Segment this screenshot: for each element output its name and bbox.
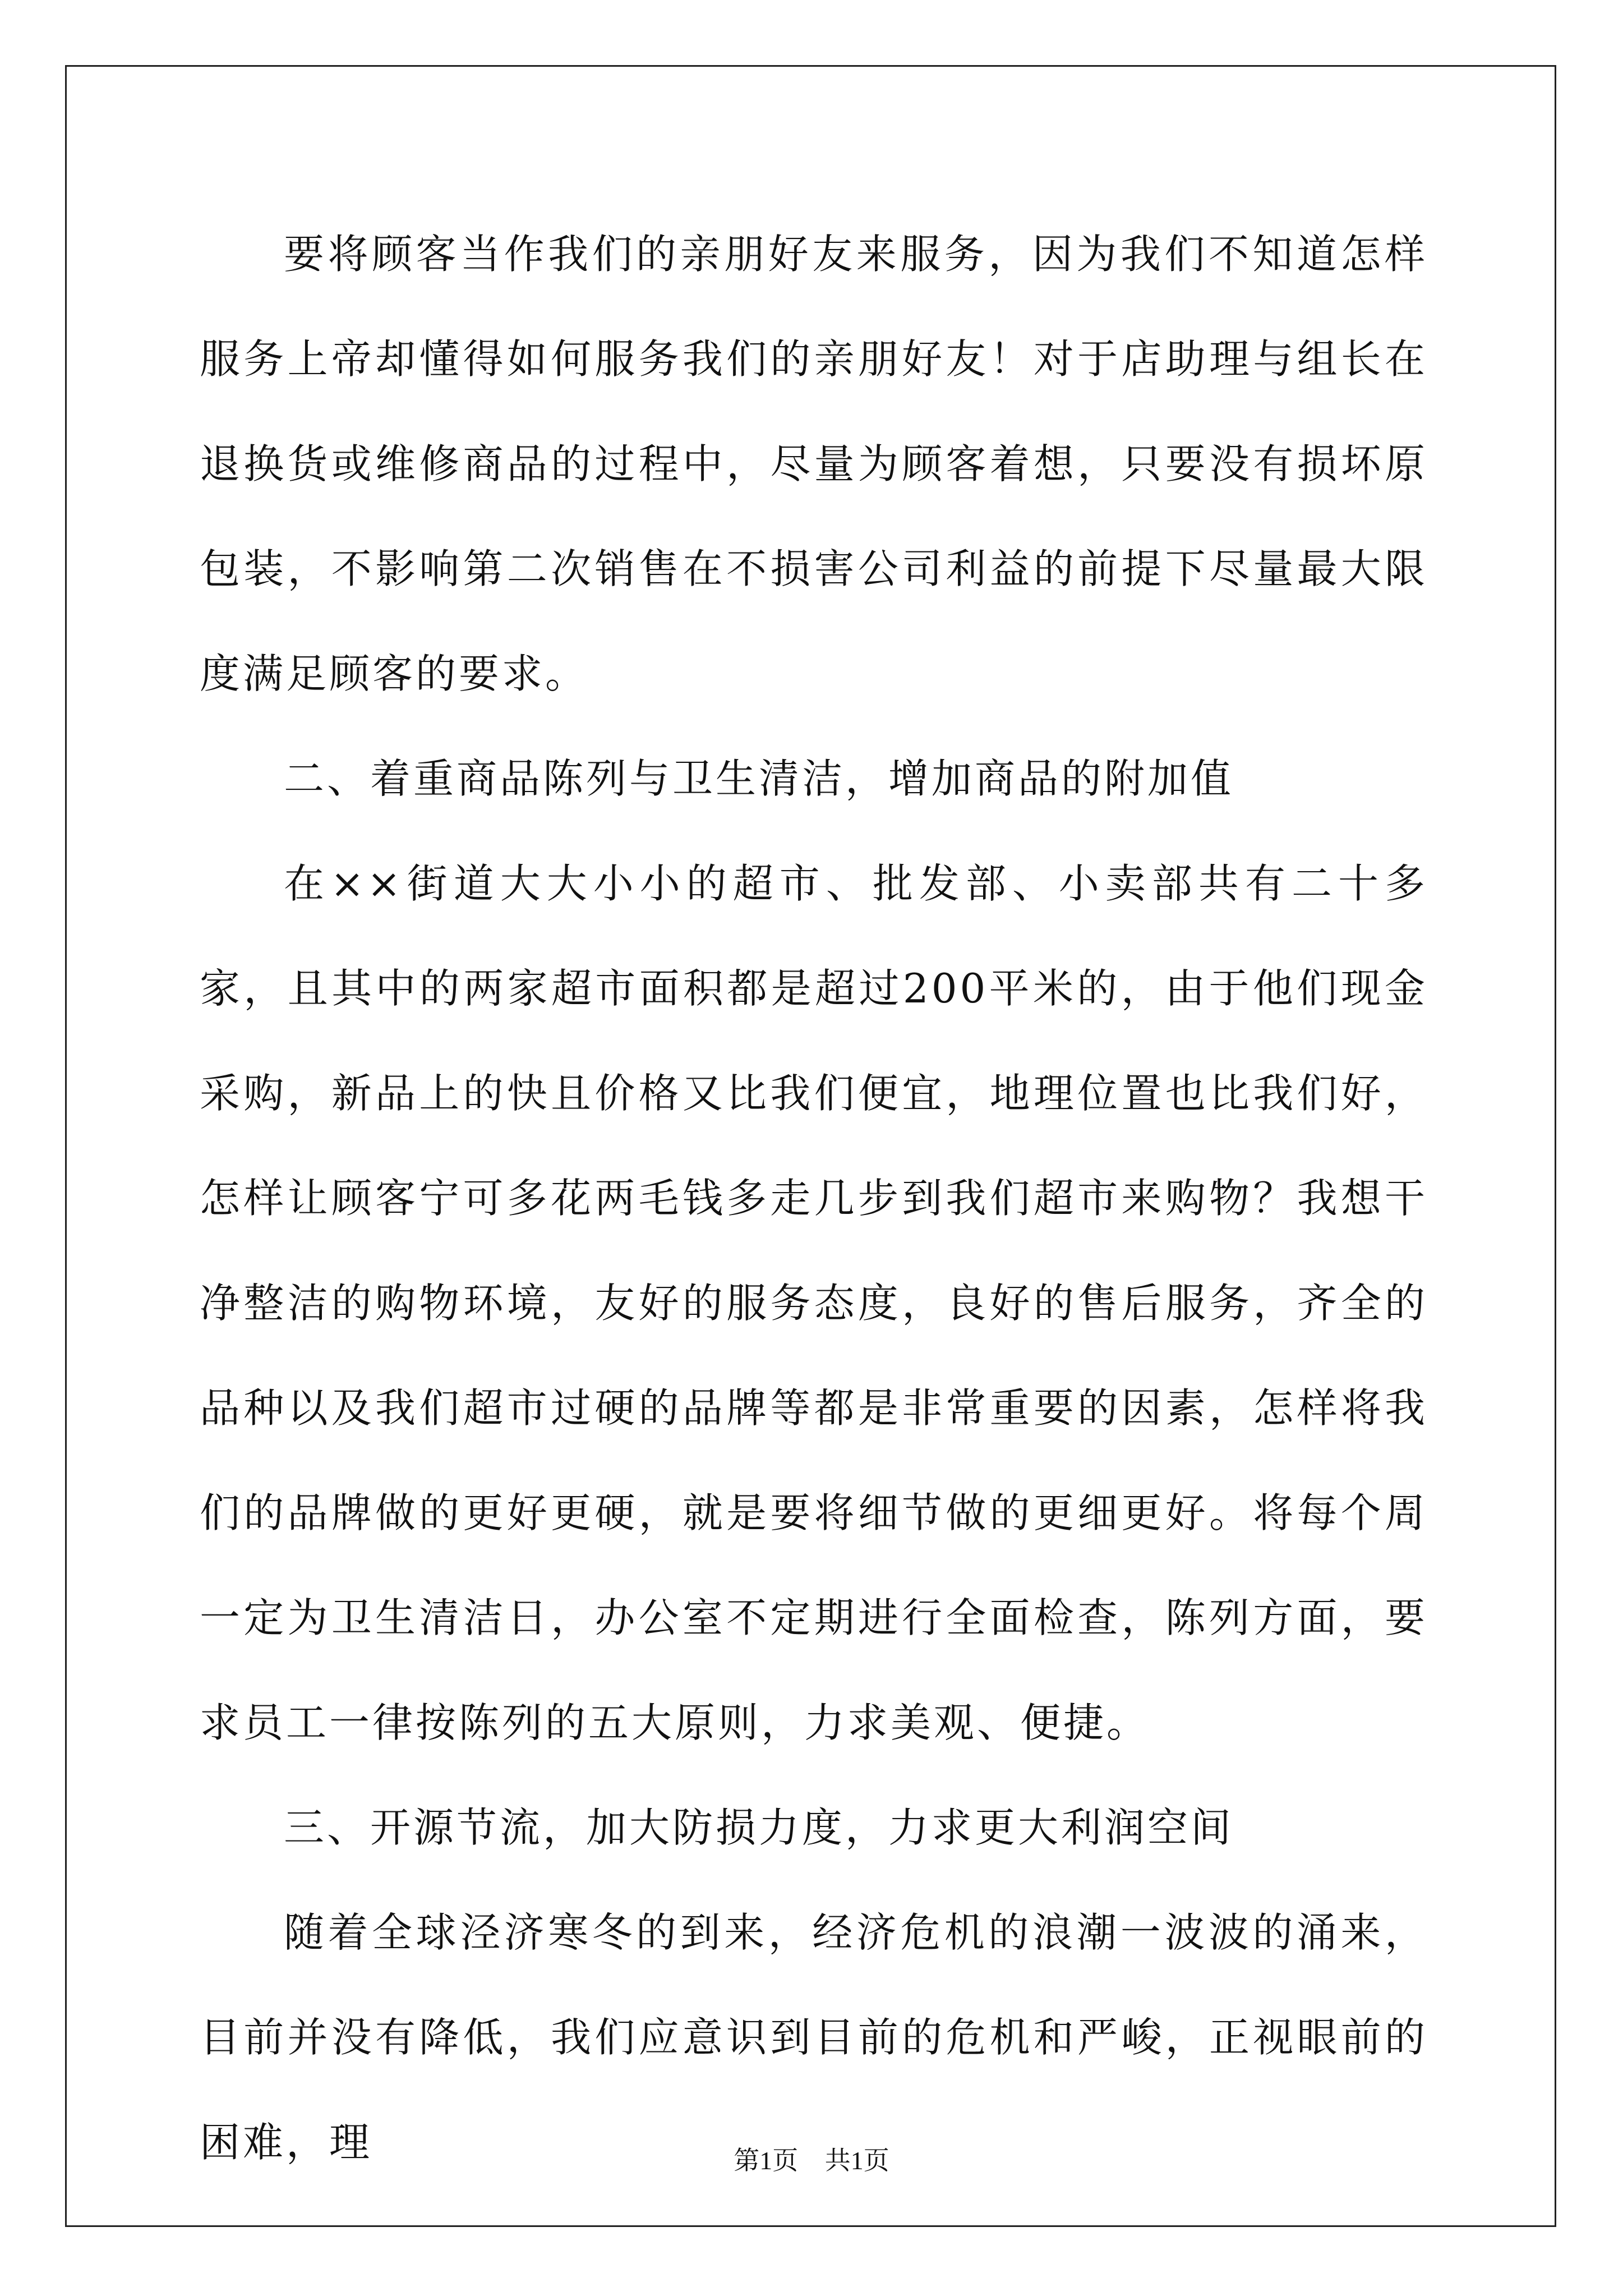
heading-section-two: 二、着重商品陈列与卫生清洁，增加商品的附加值 <box>284 755 1234 802</box>
paragraph-economy: 随着全球泾济寒冬的到来，经济危机的浪潮一波波的涌来，目前并没有降低，我们应意识到目前的危机和严峻，正视眼前的困难，理 <box>200 1909 1428 2166</box>
document-body <box>200 202 1428 2195</box>
page-footer <box>0 2140 1623 2177</box>
heading-section-three: 三、开源节流，加大防损力度，力求更大利润空间 <box>284 1804 1234 1851</box>
page-number-current: 第1页 <box>734 2146 799 2175</box>
paragraph-display-cleaning: 在××街道大大小小的超市、批发部、小卖部共有二十多家，且其中的两家超市面积都是超过200平米的，由于他们现金采购，新品上的快且价格又比我们便宜，地理位置也比我们好，怎样让顾客宁可多花两毛钱多走几步到我们超市来购物？我想干净整洁的购物环境，友好的服务态度，良好的售后服务，齐全的品种以及我们超市过硬的品牌等都是非常重要的因素，怎样将我们的品牌做的更好更硬，就是要将细节做的更细更好。将每个周一定为卫生清洁日，办公室不定期进行全面检查，陈列方面，要求员工一律按陈列的五大原则，力求美观、便捷。 <box>200 860 1428 1746</box>
paragraph-customer-service: 要将顾客当作我们的亲朋好友来服务，因为我们不知道怎样服务上帝却懂得如何服务我们的亲朋好友！对于店助理与组长在退换货或维修商品的过程中，尽量为顾客着想，只要没有损坏原包装，不影响第二次销售在不损害公司利益的前提下尽量最大限度满足顾客的要求。 <box>200 231 1428 697</box>
page-number-total: 共1页 <box>824 2146 889 2175</box>
